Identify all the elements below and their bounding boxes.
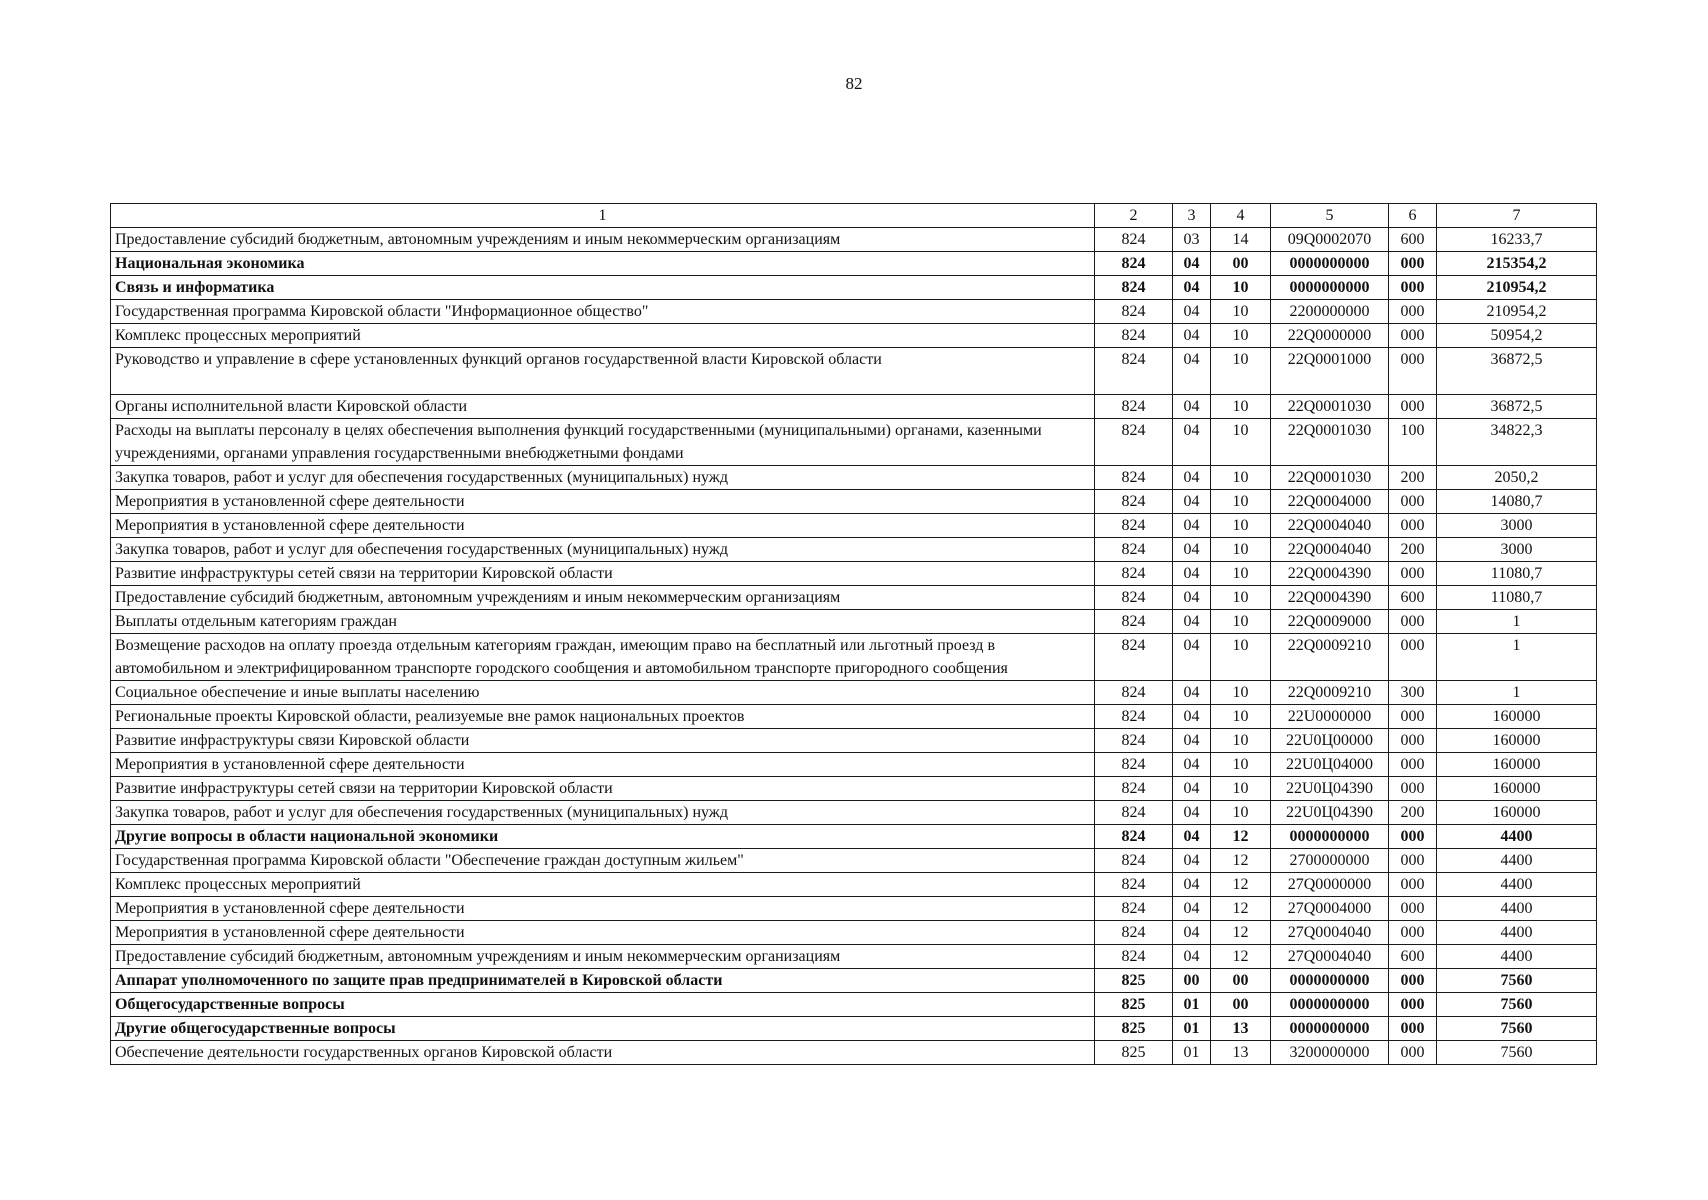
section-cell: 04 <box>1173 300 1211 324</box>
row-name-cell: Комплекс процессных мероприятий <box>111 873 1095 897</box>
subsection-cell: 10 <box>1211 324 1271 348</box>
row-name-cell: Предоставление субсидий бюджетным, автономным учреждениям и иным некоммерческим организациям <box>111 945 1095 969</box>
admin-code-cell: 824 <box>1095 300 1173 324</box>
amount-cell: 2050,2 <box>1437 466 1597 490</box>
table-row <box>111 753 1597 777</box>
amount-cell: 7560 <box>1437 993 1597 1017</box>
admin-code-cell: 824 <box>1095 921 1173 945</box>
amount-cell: 160000 <box>1437 801 1597 825</box>
table-row <box>111 777 1597 801</box>
amount-cell: 36872,5 <box>1437 395 1597 419</box>
target-article-cell: 22Q0001030 <box>1271 395 1389 419</box>
column-header: 4 <box>1211 204 1271 228</box>
expense-type-cell: 000 <box>1389 849 1437 873</box>
amount-cell: 4400 <box>1437 825 1597 849</box>
target-article-cell: 22U0Ц04390 <box>1271 801 1389 825</box>
row-name-cell: Связь и информатика <box>111 276 1095 300</box>
amount-cell: 4400 <box>1437 897 1597 921</box>
column-header: 2 <box>1095 204 1173 228</box>
budget-table <box>110 203 1597 1065</box>
section-cell: 04 <box>1173 753 1211 777</box>
target-article-cell: 09Q0002070 <box>1271 228 1389 252</box>
target-article-cell: 27Q0004040 <box>1271 945 1389 969</box>
target-article-cell: 0000000000 <box>1271 252 1389 276</box>
section-cell: 04 <box>1173 634 1211 681</box>
amount-cell: 4400 <box>1437 873 1597 897</box>
expense-type-cell: 000 <box>1389 276 1437 300</box>
expense-type-cell: 000 <box>1389 324 1437 348</box>
target-article-cell: 22Q0000000 <box>1271 324 1389 348</box>
expense-type-cell: 000 <box>1389 993 1437 1017</box>
target-article-cell: 0000000000 <box>1271 276 1389 300</box>
subsection-cell: 10 <box>1211 538 1271 562</box>
admin-code-cell: 824 <box>1095 395 1173 419</box>
subsection-cell: 00 <box>1211 969 1271 993</box>
admin-code-cell: 824 <box>1095 514 1173 538</box>
target-article-cell: 22Q0009210 <box>1271 681 1389 705</box>
admin-code-cell: 824 <box>1095 634 1173 681</box>
subsection-cell: 10 <box>1211 395 1271 419</box>
section-cell: 03 <box>1173 228 1211 252</box>
table-row <box>111 969 1597 993</box>
section-cell: 01 <box>1173 1017 1211 1041</box>
amount-cell: 11080,7 <box>1437 562 1597 586</box>
table-row <box>111 897 1597 921</box>
table-row <box>111 681 1597 705</box>
target-article-cell: 0000000000 <box>1271 1017 1389 1041</box>
admin-code-cell: 824 <box>1095 466 1173 490</box>
table-row <box>111 993 1597 1017</box>
expense-type-cell: 000 <box>1389 753 1437 777</box>
table-row <box>111 801 1597 825</box>
table-row <box>111 276 1597 300</box>
row-name-cell: Социальное обеспечение и иные выплаты населению <box>111 681 1095 705</box>
amount-cell: 1 <box>1437 634 1597 681</box>
subsection-cell: 00 <box>1211 993 1271 1017</box>
column-header: 3 <box>1173 204 1211 228</box>
expense-type-cell: 000 <box>1389 1017 1437 1041</box>
subsection-cell: 00 <box>1211 252 1271 276</box>
target-article-cell: 2700000000 <box>1271 849 1389 873</box>
section-cell: 04 <box>1173 705 1211 729</box>
expense-type-cell: 000 <box>1389 729 1437 753</box>
amount-cell: 11080,7 <box>1437 586 1597 610</box>
admin-code-cell: 825 <box>1095 1017 1173 1041</box>
section-cell: 04 <box>1173 419 1211 466</box>
table-row <box>111 1017 1597 1041</box>
amount-cell: 7560 <box>1437 1041 1597 1065</box>
table-row <box>111 634 1597 681</box>
expense-type-cell: 000 <box>1389 300 1437 324</box>
table-row <box>111 1041 1597 1065</box>
amount-cell: 34822,3 <box>1437 419 1597 466</box>
subsection-cell: 10 <box>1211 610 1271 634</box>
section-cell: 04 <box>1173 681 1211 705</box>
row-name-cell: Аппарат уполномоченного по защите прав предпринимателей в Кировской области <box>111 969 1095 993</box>
admin-code-cell: 824 <box>1095 348 1173 395</box>
expense-type-cell: 000 <box>1389 921 1437 945</box>
target-article-cell: 22Q0001000 <box>1271 348 1389 395</box>
subsection-cell: 10 <box>1211 753 1271 777</box>
section-cell: 04 <box>1173 801 1211 825</box>
section-cell: 04 <box>1173 395 1211 419</box>
expense-type-cell: 000 <box>1389 1041 1437 1065</box>
section-cell: 04 <box>1173 490 1211 514</box>
row-name-cell: Региональные проекты Кировской области, реализуемые вне рамок национальных проектов <box>111 705 1095 729</box>
section-cell: 04 <box>1173 538 1211 562</box>
expense-type-cell: 300 <box>1389 681 1437 705</box>
target-article-cell: 27Q0004040 <box>1271 921 1389 945</box>
section-cell: 00 <box>1173 969 1211 993</box>
expense-type-cell: 000 <box>1389 610 1437 634</box>
table-row <box>111 348 1597 395</box>
target-article-cell: 22U0Ц04000 <box>1271 753 1389 777</box>
subsection-cell: 13 <box>1211 1041 1271 1065</box>
row-name-cell: Государственная программа Кировской области "Обеспечение граждан доступным жильем" <box>111 849 1095 873</box>
section-cell: 04 <box>1173 897 1211 921</box>
section-cell: 01 <box>1173 993 1211 1017</box>
amount-cell: 1 <box>1437 681 1597 705</box>
amount-cell: 160000 <box>1437 729 1597 753</box>
column-header: 7 <box>1437 204 1597 228</box>
subsection-cell: 12 <box>1211 873 1271 897</box>
table-row <box>111 562 1597 586</box>
row-name-cell: Мероприятия в установленной сфере деятельности <box>111 490 1095 514</box>
expense-type-cell: 000 <box>1389 897 1437 921</box>
section-cell: 04 <box>1173 586 1211 610</box>
target-article-cell: 22U0000000 <box>1271 705 1389 729</box>
section-cell: 04 <box>1173 849 1211 873</box>
admin-code-cell: 824 <box>1095 873 1173 897</box>
row-name-cell: Общегосударственные вопросы <box>111 993 1095 1017</box>
subsection-cell: 10 <box>1211 419 1271 466</box>
admin-code-cell: 824 <box>1095 849 1173 873</box>
section-cell: 04 <box>1173 777 1211 801</box>
expense-type-cell: 000 <box>1389 514 1437 538</box>
section-cell: 04 <box>1173 514 1211 538</box>
admin-code-cell: 824 <box>1095 586 1173 610</box>
row-name-cell: Мероприятия в установленной сфере деятельности <box>111 514 1095 538</box>
table-row <box>111 586 1597 610</box>
amount-cell: 160000 <box>1437 705 1597 729</box>
subsection-cell: 10 <box>1211 466 1271 490</box>
table-row <box>111 825 1597 849</box>
table-row <box>111 252 1597 276</box>
column-header: 1 <box>111 204 1095 228</box>
subsection-cell: 12 <box>1211 921 1271 945</box>
target-article-cell: 0000000000 <box>1271 993 1389 1017</box>
table-row <box>111 395 1597 419</box>
subsection-cell: 10 <box>1211 634 1271 681</box>
subsection-cell: 10 <box>1211 705 1271 729</box>
target-article-cell: 2200000000 <box>1271 300 1389 324</box>
amount-cell: 36872,5 <box>1437 348 1597 395</box>
row-name-cell: Выплаты отдельным категориям граждан <box>111 610 1095 634</box>
amount-cell: 210954,2 <box>1437 300 1597 324</box>
admin-code-cell: 824 <box>1095 228 1173 252</box>
table-row <box>111 514 1597 538</box>
admin-code-cell: 824 <box>1095 705 1173 729</box>
admin-code-cell: 824 <box>1095 562 1173 586</box>
subsection-cell: 10 <box>1211 681 1271 705</box>
target-article-cell: 27Q0004000 <box>1271 897 1389 921</box>
amount-cell: 16233,7 <box>1437 228 1597 252</box>
row-name-cell: Предоставление субсидий бюджетным, автономным учреждениям и иным некоммерческим организациям <box>111 586 1095 610</box>
row-name-cell: Комплекс процессных мероприятий <box>111 324 1095 348</box>
admin-code-cell: 824 <box>1095 252 1173 276</box>
row-name-cell: Национальная экономика <box>111 252 1095 276</box>
admin-code-cell: 824 <box>1095 681 1173 705</box>
page-number: 82 <box>845 74 863 93</box>
subsection-cell: 10 <box>1211 586 1271 610</box>
admin-code-cell: 824 <box>1095 777 1173 801</box>
table-row <box>111 873 1597 897</box>
expense-type-cell: 000 <box>1389 490 1437 514</box>
subsection-cell: 10 <box>1211 348 1271 395</box>
admin-code-cell: 824 <box>1095 729 1173 753</box>
admin-code-cell: 825 <box>1095 969 1173 993</box>
target-article-cell: 22Q0001030 <box>1271 466 1389 490</box>
table-row <box>111 610 1597 634</box>
expense-type-cell: 000 <box>1389 634 1437 681</box>
admin-code-cell: 824 <box>1095 945 1173 969</box>
expense-type-cell: 000 <box>1389 252 1437 276</box>
row-name-cell: Возмещение расходов на оплату проезда отдельным категориям граждан, имеющим право на бесплатный или льготный проезд в автомобильном и электрифицированном транспорте городского сообщения и автомобильном транспорте пригородного сообщения <box>111 634 1095 681</box>
target-article-cell: 22U0Ц04390 <box>1271 777 1389 801</box>
expense-type-cell: 600 <box>1389 228 1437 252</box>
section-cell: 04 <box>1173 324 1211 348</box>
table-row <box>111 729 1597 753</box>
section-cell: 04 <box>1173 252 1211 276</box>
admin-code-cell: 824 <box>1095 276 1173 300</box>
amount-cell: 14080,7 <box>1437 490 1597 514</box>
subsection-cell: 10 <box>1211 562 1271 586</box>
table-row <box>111 324 1597 348</box>
section-cell: 04 <box>1173 945 1211 969</box>
expense-type-cell: 000 <box>1389 825 1437 849</box>
target-article-cell: 22Q0009210 <box>1271 634 1389 681</box>
subsection-cell: 12 <box>1211 897 1271 921</box>
admin-code-cell: 825 <box>1095 1041 1173 1065</box>
admin-code-cell: 824 <box>1095 801 1173 825</box>
subsection-cell: 10 <box>1211 514 1271 538</box>
row-name-cell: Другие вопросы в области национальной экономики <box>111 825 1095 849</box>
amount-cell: 3000 <box>1437 514 1597 538</box>
row-name-cell: Государственная программа Кировской области "Информационное общество" <box>111 300 1095 324</box>
expense-type-cell: 600 <box>1389 586 1437 610</box>
admin-code-cell: 824 <box>1095 419 1173 466</box>
subsection-cell: 10 <box>1211 729 1271 753</box>
target-article-cell: 0000000000 <box>1271 969 1389 993</box>
subsection-cell: 10 <box>1211 300 1271 324</box>
section-cell: 04 <box>1173 825 1211 849</box>
section-cell: 04 <box>1173 921 1211 945</box>
row-name-cell: Закупка товаров, работ и услуг для обеспечения государственных (муниципальных) нужд <box>111 801 1095 825</box>
target-article-cell: 22Q0004040 <box>1271 538 1389 562</box>
target-article-cell: 22Q0004390 <box>1271 586 1389 610</box>
table-row <box>111 466 1597 490</box>
table-row <box>111 921 1597 945</box>
table-row <box>111 490 1597 514</box>
subsection-cell: 13 <box>1211 1017 1271 1041</box>
admin-code-cell: 824 <box>1095 610 1173 634</box>
row-name-cell: Мероприятия в установленной сфере деятельности <box>111 921 1095 945</box>
amount-cell: 1 <box>1437 610 1597 634</box>
amount-cell: 7560 <box>1437 1017 1597 1041</box>
admin-code-cell: 824 <box>1095 753 1173 777</box>
section-cell: 04 <box>1173 276 1211 300</box>
table-row <box>111 300 1597 324</box>
expense-type-cell: 100 <box>1389 419 1437 466</box>
section-cell: 04 <box>1173 562 1211 586</box>
expense-type-cell: 200 <box>1389 466 1437 490</box>
subsection-cell: 10 <box>1211 490 1271 514</box>
target-article-cell: 3200000000 <box>1271 1041 1389 1065</box>
amount-cell: 7560 <box>1437 969 1597 993</box>
target-article-cell: 22Q0004390 <box>1271 562 1389 586</box>
column-header: 5 <box>1271 204 1389 228</box>
target-article-cell: 22Q0001030 <box>1271 419 1389 466</box>
table-header-row <box>111 204 1597 228</box>
row-name-cell: Мероприятия в установленной сфере деятельности <box>111 753 1095 777</box>
row-name-cell: Руководство и управление в сфере установленных функций органов государственной власти Кировской области <box>111 348 1095 395</box>
subsection-cell: 12 <box>1211 849 1271 873</box>
row-name-cell: Обеспечение деятельности государственных органов Кировской области <box>111 1041 1095 1065</box>
row-name-cell: Развитие инфраструктуры связи Кировской области <box>111 729 1095 753</box>
admin-code-cell: 824 <box>1095 490 1173 514</box>
expense-type-cell: 000 <box>1389 562 1437 586</box>
table-row <box>111 538 1597 562</box>
expense-type-cell: 600 <box>1389 945 1437 969</box>
section-cell: 04 <box>1173 729 1211 753</box>
amount-cell: 215354,2 <box>1437 252 1597 276</box>
expense-type-cell: 200 <box>1389 801 1437 825</box>
subsection-cell: 12 <box>1211 945 1271 969</box>
row-name-cell: Расходы на выплаты персоналу в целях обеспечения выполнения функций государственными (муниципальными) органами, казенными учреждениями, органами управления государственными внебюджетными фондами <box>111 419 1095 466</box>
row-name-cell: Органы исполнительной власти Кировской области <box>111 395 1095 419</box>
expense-type-cell: 000 <box>1389 777 1437 801</box>
admin-code-cell: 824 <box>1095 897 1173 921</box>
row-name-cell: Мероприятия в установленной сфере деятельности <box>111 897 1095 921</box>
row-name-cell: Развитие инфраструктуры сетей связи на территории Кировской области <box>111 777 1095 801</box>
subsection-cell: 12 <box>1211 825 1271 849</box>
target-article-cell: 22Q0004000 <box>1271 490 1389 514</box>
target-article-cell: 22U0Ц00000 <box>1271 729 1389 753</box>
expense-type-cell: 200 <box>1389 538 1437 562</box>
expense-type-cell: 000 <box>1389 705 1437 729</box>
target-article-cell: 22Q0009000 <box>1271 610 1389 634</box>
admin-code-cell: 825 <box>1095 993 1173 1017</box>
amount-cell: 4400 <box>1437 849 1597 873</box>
amount-cell: 160000 <box>1437 753 1597 777</box>
section-cell: 04 <box>1173 466 1211 490</box>
expense-type-cell: 000 <box>1389 395 1437 419</box>
amount-cell: 4400 <box>1437 945 1597 969</box>
section-cell: 01 <box>1173 1041 1211 1065</box>
table-row <box>111 849 1597 873</box>
table-row <box>111 945 1597 969</box>
subsection-cell: 14 <box>1211 228 1271 252</box>
target-article-cell: 0000000000 <box>1271 825 1389 849</box>
amount-cell: 210954,2 <box>1437 276 1597 300</box>
target-article-cell: 22Q0004040 <box>1271 514 1389 538</box>
row-name-cell: Закупка товаров, работ и услуг для обеспечения государственных (муниципальных) нужд <box>111 466 1095 490</box>
column-header: 6 <box>1389 204 1437 228</box>
row-name-cell: Развитие инфраструктуры сетей связи на территории Кировской области <box>111 562 1095 586</box>
section-cell: 04 <box>1173 873 1211 897</box>
subsection-cell: 10 <box>1211 777 1271 801</box>
amount-cell: 50954,2 <box>1437 324 1597 348</box>
amount-cell: 3000 <box>1437 538 1597 562</box>
section-cell: 04 <box>1173 610 1211 634</box>
subsection-cell: 10 <box>1211 801 1271 825</box>
table-row <box>111 228 1597 252</box>
row-name-cell: Закупка товаров, работ и услуг для обеспечения государственных (муниципальных) нужд <box>111 538 1095 562</box>
expense-type-cell: 000 <box>1389 348 1437 395</box>
admin-code-cell: 824 <box>1095 538 1173 562</box>
target-article-cell: 27Q0000000 <box>1271 873 1389 897</box>
table-row <box>111 705 1597 729</box>
admin-code-cell: 824 <box>1095 324 1173 348</box>
row-name-cell: Другие общегосударственные вопросы <box>111 1017 1095 1041</box>
subsection-cell: 10 <box>1211 276 1271 300</box>
table-row <box>111 419 1597 466</box>
expense-type-cell: 000 <box>1389 873 1437 897</box>
amount-cell: 160000 <box>1437 777 1597 801</box>
admin-code-cell: 824 <box>1095 825 1173 849</box>
expense-type-cell: 000 <box>1389 969 1437 993</box>
amount-cell: 4400 <box>1437 921 1597 945</box>
row-name-cell: Предоставление субсидий бюджетным, автономным учреждениям и иным некоммерческим организациям <box>111 228 1095 252</box>
table-body <box>111 228 1597 1065</box>
section-cell: 04 <box>1173 348 1211 395</box>
